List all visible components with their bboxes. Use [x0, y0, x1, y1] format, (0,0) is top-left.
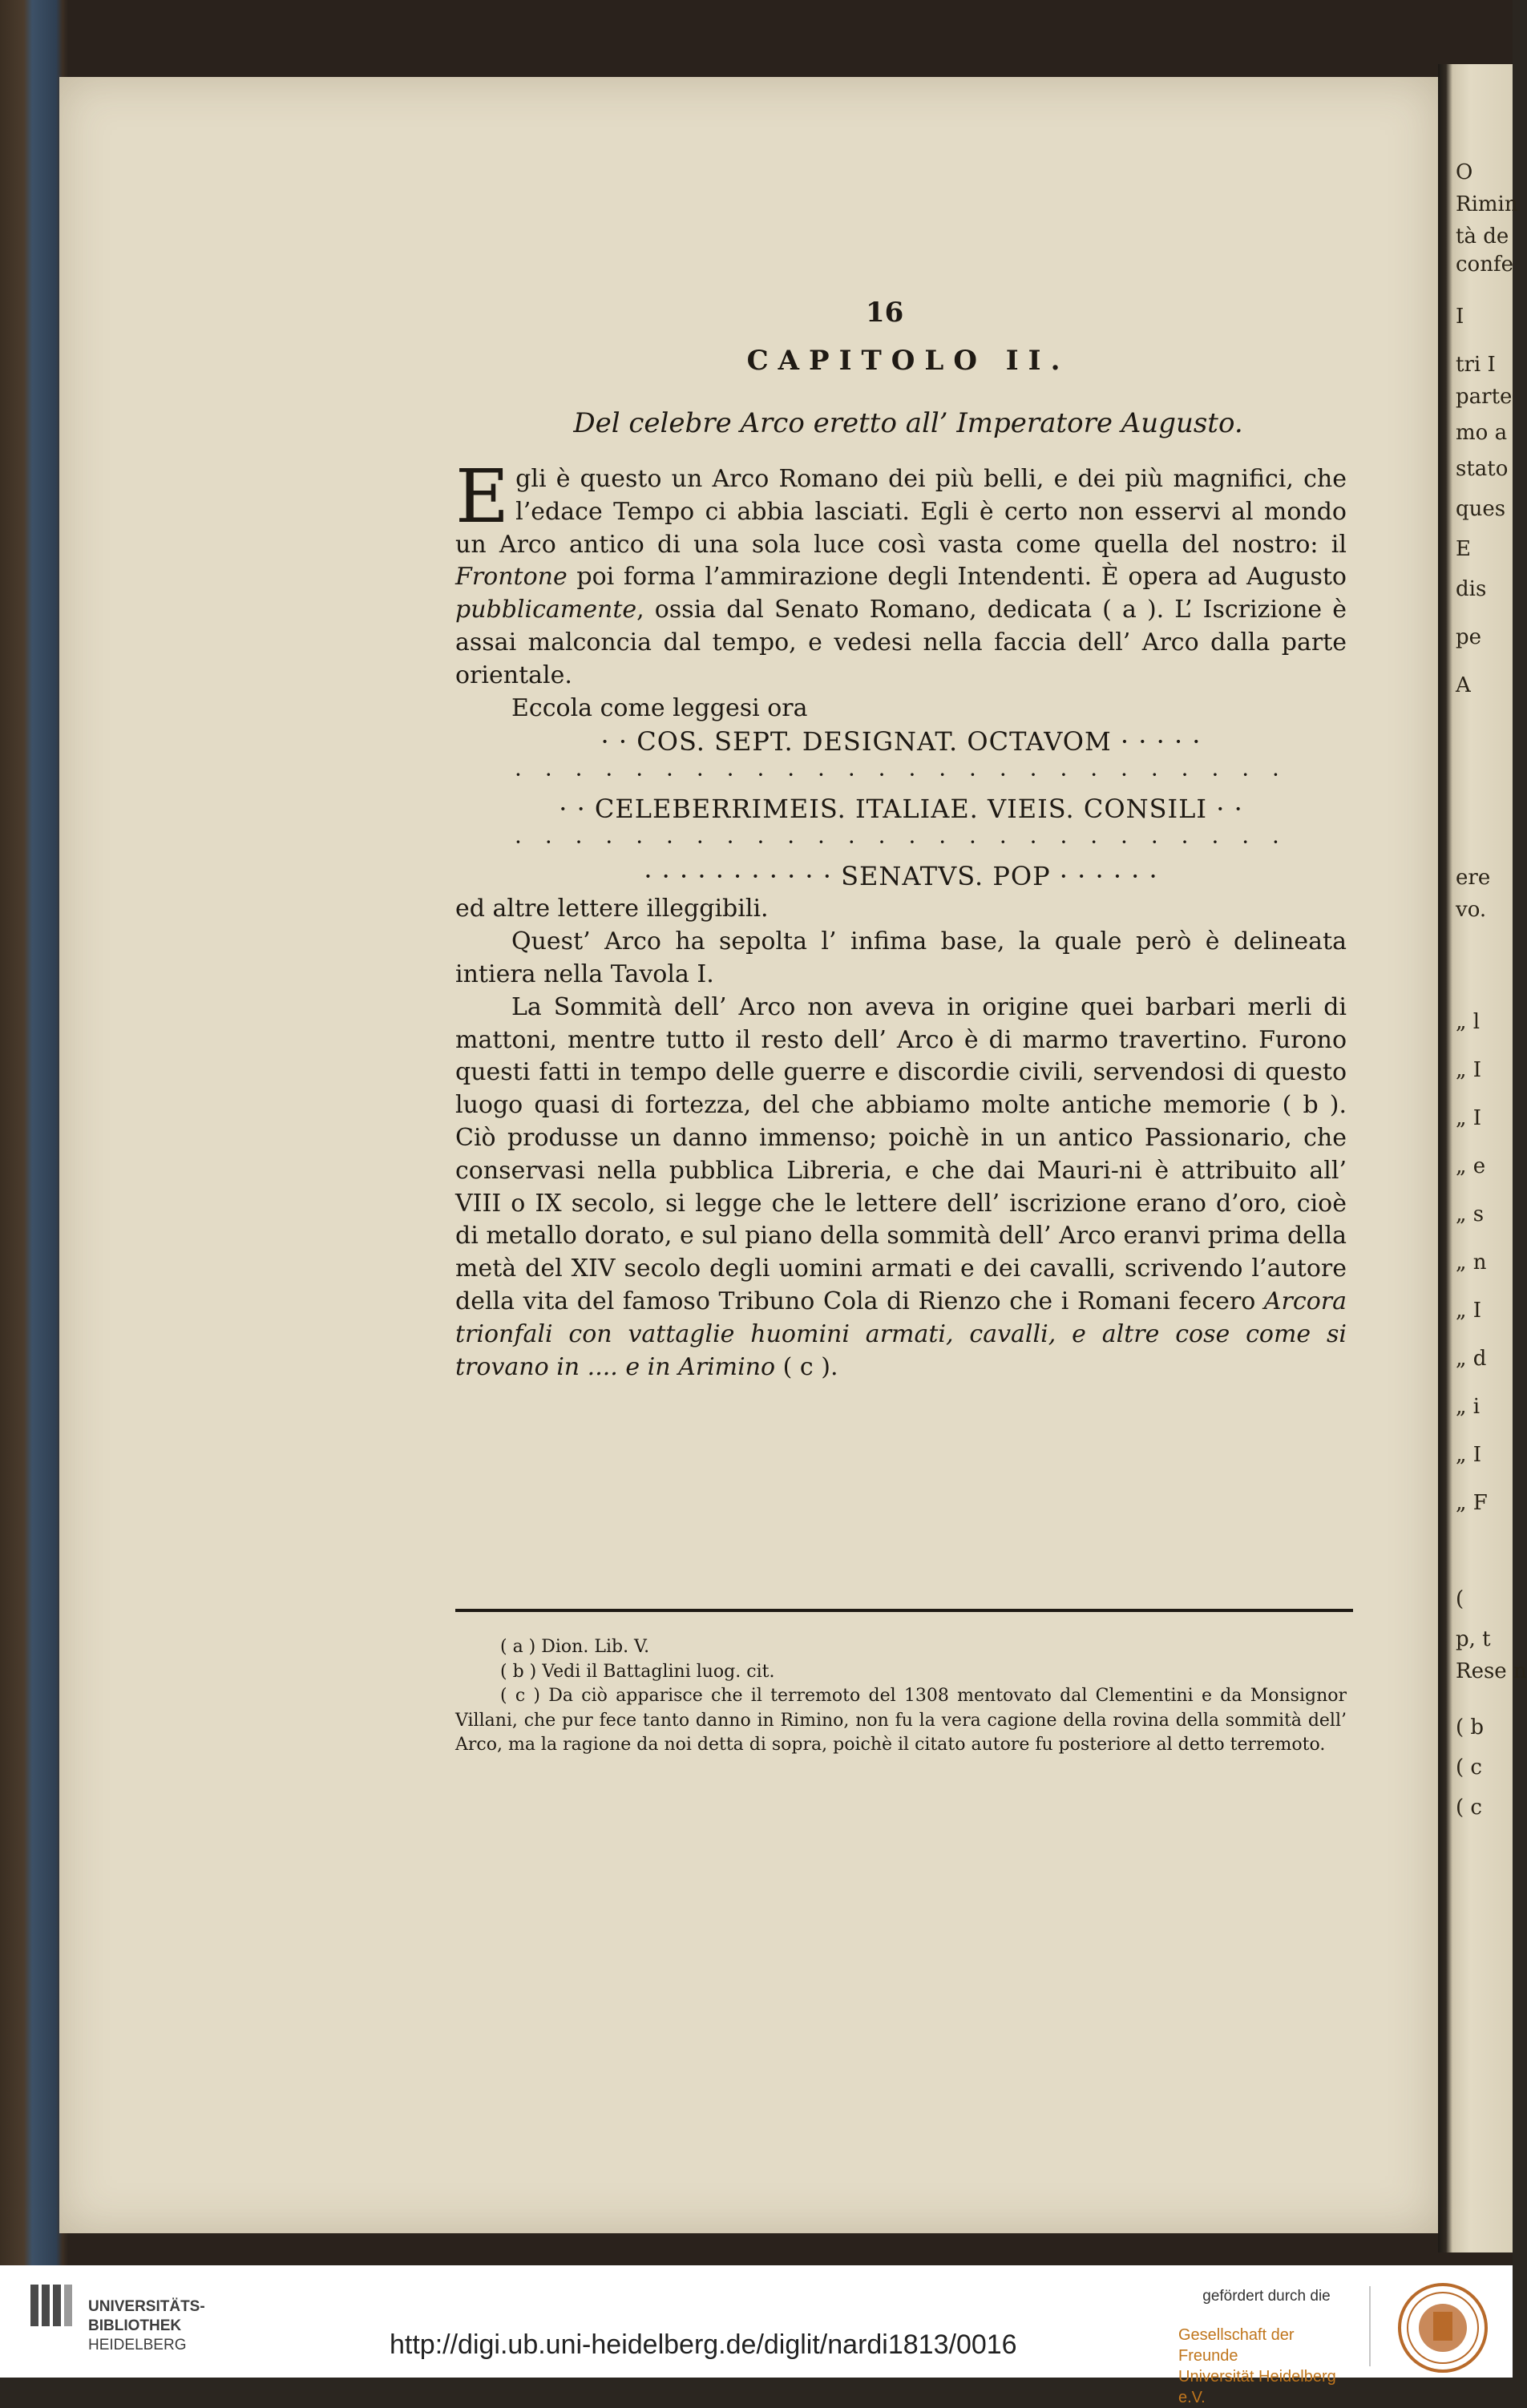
edge-text-fragment: ( b — [1456, 1715, 1485, 1739]
edge-text-fragment: pe — [1456, 625, 1482, 649]
footnotes — [455, 1635, 1347, 1758]
inscription-line: · · COS. SEPT. DESIGNAT. OCTAVOM · · · · · — [600, 726, 1202, 758]
edge-text-fragment: „ F — [1456, 1491, 1488, 1515]
edge-text-fragment: tri I — [1456, 353, 1496, 377]
edge-text-fragment: ( — [1456, 1587, 1464, 1611]
footer-bar — [0, 2265, 1513, 2406]
chapter-subtitle: Del celebre Arco eretto all’ Imperatore Augusto. — [573, 407, 1243, 439]
page-number: 16 — [866, 297, 904, 329]
university-seal-icon — [1395, 2280, 1491, 2376]
edge-text-fragment: I — [1456, 305, 1464, 329]
footnote-c: ( c ) Da ciò apparisce che il terremoto del 1308 mentovato dal Clementini e da Monsignor Villani, che pur fece tanto danno in Rimino, non fu la vera cagione della rovina della sommità dell’ Arco, ma la ragione da noi detta di sopra, poichè il citato autore fu posteriore al detto terremoto. — [455, 1686, 1347, 1755]
edge-text-fragment: „ l — [1456, 1010, 1481, 1034]
edge-text-fragment: Rese n — [1456, 1659, 1527, 1683]
edge-text-fragment: „ e — [1456, 1154, 1486, 1178]
edge-text-fragment: „ I — [1456, 1299, 1482, 1323]
edge-text-fragment: „ s — [1456, 1202, 1485, 1226]
paragraph-3-quote: Arcora trionfali con vattaglie huomini armati, cavalli, e altre cose come si trovano in .... e in Arimino — [455, 1287, 1347, 1381]
after-inscription: ed altre lettere illeggibili. — [455, 895, 769, 923]
library-name — [88, 2297, 205, 2355]
library-line: BIBLIOTHEK — [88, 2317, 182, 2334]
edge-text-fragment: „ I — [1456, 1058, 1482, 1082]
library-line: UNIVERSITÄTS- — [88, 2298, 205, 2315]
drop-cap: E — [455, 454, 510, 539]
edge-text-fragment: O — [1456, 160, 1473, 184]
paragraph-3 — [455, 992, 1347, 1384]
edge-text-fragment: E — [1456, 537, 1471, 561]
edge-text-fragment: „ I — [1456, 1106, 1482, 1130]
inscription-line: · · · · · · · · · · · · · · · · · · · · · · · · · · — [515, 762, 1287, 789]
footnote-rule — [455, 1609, 1353, 1612]
edge-text-fragment: confe — [1456, 253, 1513, 277]
edge-text-fragment: „ n — [1456, 1250, 1487, 1275]
inscription-line: · · · · · · · · · · · · · · · · · · · · · · · · · · — [515, 829, 1287, 856]
edge-text-fragment: stato — [1456, 457, 1509, 481]
paragraph-1 — [455, 454, 1347, 693]
sponsor-block — [1178, 2288, 1355, 2408]
chapter-title: CAPITOLO II. — [746, 345, 1070, 377]
edge-text-fragment: ques — [1456, 497, 1506, 521]
inscription-intro: Eccola come leggesi ora — [511, 693, 808, 722]
facing-page-edge — [1438, 64, 1527, 2252]
sponsor-label: gefördert durch die — [1202, 2288, 1331, 2305]
edge-text-fragment: „ d — [1456, 1347, 1487, 1371]
footnote-a: ( a ) Dion. Lib. V. — [500, 1637, 650, 1657]
edge-text-fragment: tà de — [1456, 224, 1509, 248]
footnote-b: ( b ) Vedi il Battaglini luog. cit. — [500, 1661, 775, 1682]
italic-term: pubblicamente — [455, 596, 637, 624]
italic-term: Frontone — [455, 563, 568, 592]
edge-text-fragment: A — [1456, 673, 1471, 697]
paragraph-3-end: ( c ). — [775, 1352, 838, 1381]
paragraph-1-text: gli è questo un Arco Romano dei più belli, e dei più magnifici, che l’edace Tempo ci abbia lasciati. Egli è certo non esservi al mondo un Arco antico di una sola luce così vasta come quella del nostro: il Frontone poi forma l’ammirazione degli Intendenti. È opera ad Augusto pubblicamente, ossia dal Senato Romano, dedicata ( a ). L’ Iscrizione è assai malconcia dal tempo, e vedesi nella faccia dell’ Arco dalla parte orientale. — [455, 465, 1347, 689]
inscription-line: · · CELEBERRIMEIS. ITALIAE. VIEIS. CONSILI · · — [559, 794, 1243, 825]
sponsor-org-line: Universität Heidelberg e.V. — [1178, 2368, 1336, 2406]
edge-text-fragment: p, t — [1456, 1627, 1491, 1651]
edge-text-fragment: ere — [1456, 866, 1491, 890]
main-text — [455, 454, 1347, 1384]
edge-text-fragment: ( c — [1456, 1796, 1482, 1820]
sponsor-org — [1178, 2325, 1355, 2408]
inscription-line: · · · · · · · · · · · SENATVS. POP · · · · · · — [644, 861, 1158, 892]
edge-text-fragment: Rimin — [1456, 192, 1518, 216]
edge-text-fragment: mo a — [1456, 421, 1508, 445]
sponsor-org-line: Gesellschaft der Freunde — [1178, 2326, 1295, 2365]
footer-divider — [1369, 2286, 1371, 2366]
edge-text-fragment: parte — [1456, 385, 1513, 409]
edge-text-fragment: ( c — [1456, 1755, 1482, 1780]
edge-text-fragment: „ i — [1456, 1395, 1481, 1419]
paragraph-2: Quest’ Arco ha sepolta l’ infima base, la quale però è delineata intiera nella Tavola I. — [455, 927, 1347, 988]
paragraph-3-text: La Sommità dell’ Arco non aveva in origine quei barbari merli di mattoni, mentre tutto il resto dell’ Arco è di marmo travertino. Furono questi fatti in tempo delle guerre e discordie civili, servendosi di questo luogo quasi di fortezza, del che abbiamo molte antiche memorie ( b ). Ciò produsse un danno immenso; poichè in un antico Passionario, che conservasi nella pubblica Libreria, e che dai Mauri-ni è attribuito all’ VIII o IX secolo, si legge che le lettere dell’ iscrizione erano d’oro, cioè di metallo dorato, e sul piano della sommità dell’ Arco eranvi prima della metà del XIV secolo degli uomini armati e dei cavalli, scrivendo l’autore della vita del famoso Tribuno Cola di Rienzo che i Romani fecero — [455, 992, 1347, 1315]
edge-text-fragment: vo. — [1456, 898, 1487, 922]
library-line: HEIDELBERG — [88, 2337, 187, 2353]
edge-text-fragment: dis — [1456, 577, 1487, 601]
page-url-link[interactable]: http://digi.ub.uni-heidelberg.de/diglit/nardi1813/0016 — [390, 2329, 1017, 2360]
library-logo-icon — [27, 2281, 75, 2329]
edge-text-fragment: „ I — [1456, 1443, 1482, 1467]
